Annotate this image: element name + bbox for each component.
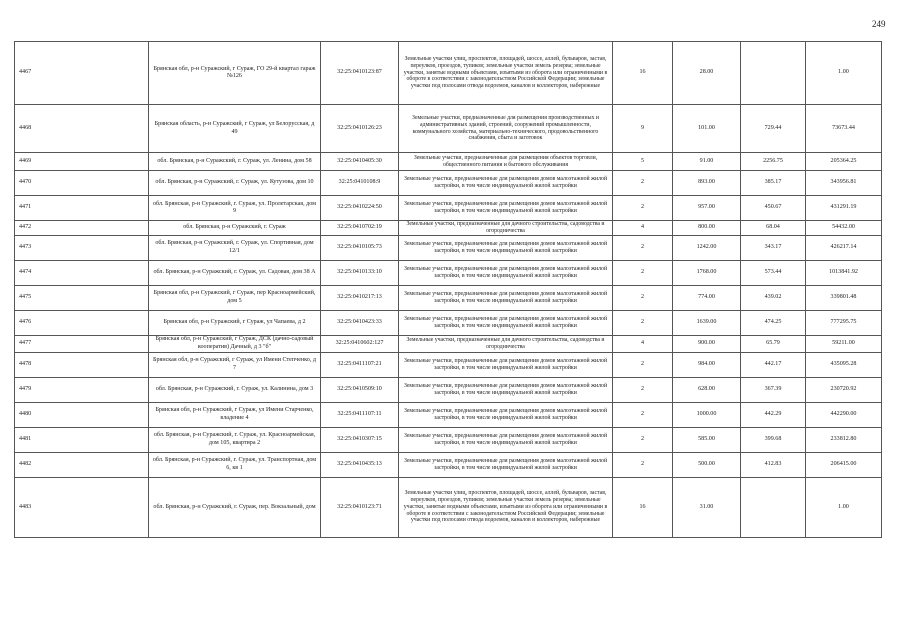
row-cadastral-value: 1.00 <box>806 477 882 537</box>
table-row <box>15 427 882 452</box>
row-address: обл. Брянская, р-н Суражский, г. Сураж, ул. Калинина, дом 3 <box>149 377 321 402</box>
row-address: Брянская обл, р-н Суражский, г Сураж, пер Красноармейский, дом 5 <box>149 285 321 310</box>
row-cadastral-value: 59211.00 <box>806 335 882 352</box>
row-address: обл. Брянская, р-н Суражский, г. Сураж, ул. Спортивная, дом 12/1 <box>149 235 321 260</box>
row-group: 2 <box>613 171 673 196</box>
row-cadastral-number: 32:25:0411107:21 <box>321 352 399 377</box>
table-row <box>15 335 882 352</box>
row-land-use: Земельные участки, предназначенные для размещения домов малоэтажной жилой застройки, в том числе индивидуальной жилой застройки <box>399 235 613 260</box>
table-row <box>15 260 882 285</box>
row-rate <box>741 477 806 537</box>
row-address: обл. Брянская, р-н Суражский, г. Сураж <box>149 221 321 236</box>
row-area: 800.00 <box>673 221 741 236</box>
row-cadastral-number: 32:25:0410307:15 <box>321 427 399 452</box>
row-group: 2 <box>613 260 673 285</box>
row-address: обл. Брянская, р-н Суражский, г. Сураж, ул. Ленина, дом 58 <box>149 153 321 171</box>
row-cadastral-number: 32:25:0410126:23 <box>321 105 399 153</box>
row-group: 2 <box>613 377 673 402</box>
row-number: 4480 <box>15 402 149 427</box>
table-row <box>15 402 882 427</box>
row-cadastral-value: 431291.19 <box>806 196 882 221</box>
row-address: обл. Брянская, р-н Суражский, г. Сураж, ул. Садовая, дом 38 А <box>149 260 321 285</box>
row-address: Брянская обл, р-н Суражский, г Сураж, ул Имени Степченко, д 7 <box>149 352 321 377</box>
row-rate: 385.17 <box>741 171 806 196</box>
row-rate: 573.44 <box>741 260 806 285</box>
row-group: 2 <box>613 402 673 427</box>
row-cadastral-number: 32:25:0410217:13 <box>321 285 399 310</box>
row-rate: 68.04 <box>741 221 806 236</box>
table-row <box>15 42 882 105</box>
row-rate: 65.79 <box>741 335 806 352</box>
row-cadastral-value: 73673.44 <box>806 105 882 153</box>
row-land-use: Земельные участки, предназначенные для размещения домов малоэтажной жилой застройки, в том числе индивидуальной жилой застройки <box>399 402 613 427</box>
table-row <box>15 452 882 477</box>
row-number: 4470 <box>15 171 149 196</box>
row-land-use: Земельные участки, предназначенные для размещения домов малоэтажной жилой застройки, в том числе индивидуальной жилой застройки <box>399 285 613 310</box>
row-address: обл. Брянская, р-н Суражский, г. Сураж, ул. Красноармейская, дом 105, квартира 2 <box>149 427 321 452</box>
row-area: 585.00 <box>673 427 741 452</box>
row-cadastral-number: 32:25:0410123:87 <box>321 42 399 105</box>
row-area: 628.00 <box>673 377 741 402</box>
row-cadastral-number: 32:25:0410108:9 <box>321 171 399 196</box>
row-cadastral-number: 32:25:0410602:127 <box>321 335 399 352</box>
row-number: 4469 <box>15 153 149 171</box>
row-number: 4475 <box>15 285 149 310</box>
row-group: 2 <box>613 427 673 452</box>
row-land-use: Земельные участки, предназначенные для размещения домов малоэтажной жилой застройки, в том числе индивидуальной жилой застройки <box>399 260 613 285</box>
row-cadastral-value: 435095.28 <box>806 352 882 377</box>
row-address: обл. Брянская, р-н Суражский, г. Сураж, ул. Пролетарская, дом 9 <box>149 196 321 221</box>
table-row <box>15 477 882 537</box>
row-area: 900.00 <box>673 335 741 352</box>
table-row <box>15 196 882 221</box>
row-cadastral-number: 32:25:0410509:10 <box>321 377 399 402</box>
row-rate <box>741 42 806 105</box>
row-area: 500.00 <box>673 452 741 477</box>
row-cadastral-value: 1.00 <box>806 42 882 105</box>
row-land-use: Земельные участки, предназначенные для размещения домов малоэтажной жилой застройки, в том числе индивидуальной жилой застройки <box>399 352 613 377</box>
row-rate: 474.25 <box>741 310 806 335</box>
row-land-use: Земельные участки улиц, проспектов, площадей, шоссе, аллей, бульваров, застав, переулков, проездов, тупиков; земельные участки земель резерва; земельные участки, занятые водными объектами, изъятыми из оборота или ограниченными в обороте в соответствии с законодательством Российской Федерации; земельные участки под полосами отвода водоемов, каналов и коллекторов, набережные <box>399 477 613 537</box>
table-row <box>15 105 882 153</box>
row-address: Брянская обл, р-н Суражский, г Сураж, ГО 29-й квартал гараж №126 <box>149 42 321 105</box>
row-number: 4467 <box>15 42 149 105</box>
row-cadastral-value: 205364.25 <box>806 153 882 171</box>
row-group: 2 <box>613 285 673 310</box>
row-area: 28.00 <box>673 42 741 105</box>
row-number: 4482 <box>15 452 149 477</box>
row-group: 16 <box>613 42 673 105</box>
row-group: 5 <box>613 153 673 171</box>
row-cadastral-value: 777295.75 <box>806 310 882 335</box>
row-number: 4479 <box>15 377 149 402</box>
cadastral-table <box>14 41 882 538</box>
row-rate: 412.83 <box>741 452 806 477</box>
row-land-use: Земельные участки, предназначенные для размещения домов малоэтажной жилой застройки, в том числе индивидуальной жилой застройки <box>399 452 613 477</box>
row-group: 2 <box>613 196 673 221</box>
row-number: 4468 <box>15 105 149 153</box>
row-cadastral-value: 206415.00 <box>806 452 882 477</box>
row-land-use: Земельные участки, предназначенные для размещения производственных и административных зданий, строений, сооружений промышленности, коммунального хозяйства, материально-технического, продовольственного снабжения, сбыта и заготовок <box>399 105 613 153</box>
row-group: 2 <box>613 352 673 377</box>
row-group: 16 <box>613 477 673 537</box>
row-cadastral-number: 32:25:0410435:13 <box>321 452 399 477</box>
row-address: Брянская область, р-н Суражский, г Сураж, ул Белорусская, д 49 <box>149 105 321 153</box>
row-cadastral-number: 32:25:0411107:11 <box>321 402 399 427</box>
row-number: 4474 <box>15 260 149 285</box>
table-body <box>15 42 882 538</box>
row-land-use: Земельные участки, предназначенные для размещения домов малоэтажной жилой застройки, в том числе индивидуальной жилой застройки <box>399 427 613 452</box>
row-cadastral-number: 32:25:0410133:10 <box>321 260 399 285</box>
row-rate: 450.67 <box>741 196 806 221</box>
row-rate: 367.39 <box>741 377 806 402</box>
row-group: 4 <box>613 335 673 352</box>
row-land-use: Земельные участки, предназначенные для дачного строительства, садоводства и огородничества <box>399 221 613 236</box>
row-cadastral-value: 343956.81 <box>806 171 882 196</box>
row-cadastral-number: 32:25:0410702:19 <box>321 221 399 236</box>
table-row <box>15 377 882 402</box>
row-address: Брянская обл, р-н Суражский, г Сураж, ДСК (дачно-садовый кооператив) Дачный, д 3 "б" <box>149 335 321 352</box>
row-cadastral-value: 442290.00 <box>806 402 882 427</box>
row-cadastral-value: 54432.00 <box>806 221 882 236</box>
row-area: 1768.00 <box>673 260 741 285</box>
row-rate: 442.29 <box>741 402 806 427</box>
row-group: 2 <box>613 310 673 335</box>
row-land-use: Земельные участки, предназначенные для размещения домов малоэтажной жилой застройки, в том числе индивидуальной жилой застройки <box>399 310 613 335</box>
row-rate: 729.44 <box>741 105 806 153</box>
row-cadastral-number: 32:25:0410423:33 <box>321 310 399 335</box>
row-cadastral-value: 230720.92 <box>806 377 882 402</box>
row-area: 957.00 <box>673 196 741 221</box>
row-rate: 2256.75 <box>741 153 806 171</box>
row-area: 31.00 <box>673 477 741 537</box>
row-land-use: Земельные участки, предназначенные для дачного строительства, садоводства и огородничества <box>399 335 613 352</box>
row-area: 1000.00 <box>673 402 741 427</box>
table-row <box>15 221 882 236</box>
row-rate: 343.17 <box>741 235 806 260</box>
row-number: 4471 <box>15 196 149 221</box>
row-land-use: Земельные участки, предназначенные для размещения домов малоэтажной жилой застройки, в том числе индивидуальной жилой застройки <box>399 171 613 196</box>
table-row <box>15 352 882 377</box>
row-number: 4476 <box>15 310 149 335</box>
row-number: 4473 <box>15 235 149 260</box>
row-area: 893.00 <box>673 171 741 196</box>
row-group: 2 <box>613 452 673 477</box>
row-cadastral-value: 426217.14 <box>806 235 882 260</box>
row-rate: 439.02 <box>741 285 806 310</box>
row-number: 4472 <box>15 221 149 236</box>
row-number: 4481 <box>15 427 149 452</box>
row-group: 9 <box>613 105 673 153</box>
row-land-use: Земельные участки, предназначенные для размещения домов малоэтажной жилой застройки, в том числе индивидуальной жилой застройки <box>399 377 613 402</box>
row-land-use: Земельные участки улиц, проспектов, площадей, шоссе, аллей, бульваров, застав, переулков, проездов, тупиков; земельные участки земель резерва; земельные участки, занятые водными объектами, изъятыми из оборота или ограниченными в обороте в соответствии с законодательством Российской Федерации; земельные участки под полосами отвода водоемов, каналов и коллекторов, набережные <box>399 42 613 105</box>
row-address: обл. Брянская, р-н Суражский, г. Сураж, ул. Транспортная, дом 6, кв 1 <box>149 452 321 477</box>
row-area: 1639.00 <box>673 310 741 335</box>
row-rate: 399.68 <box>741 427 806 452</box>
row-address: обл. Брянская, р-н Суражский, г. Сураж, пер. Вокзальный, дом <box>149 477 321 537</box>
table-row <box>15 153 882 171</box>
row-group: 2 <box>613 235 673 260</box>
row-cadastral-value: 233812.80 <box>806 427 882 452</box>
row-cadastral-number: 32:25:0410224:50 <box>321 196 399 221</box>
row-group: 4 <box>613 221 673 236</box>
table-row <box>15 171 882 196</box>
table-row <box>15 235 882 260</box>
row-land-use: Земельные участки, предназначенные для размещения объектов торговли, общественного питания и бытового обслуживания <box>399 153 613 171</box>
table-row <box>15 285 882 310</box>
row-number: 4483 <box>15 477 149 537</box>
row-address: Брянская обл, р-н Суражский, г Сураж, ул Имени Старченко, владение 4 <box>149 402 321 427</box>
row-area: 984.00 <box>673 352 741 377</box>
page-number: 249 <box>872 19 886 29</box>
row-area: 91.00 <box>673 153 741 171</box>
row-cadastral-number: 32:25:0410123:71 <box>321 477 399 537</box>
row-cadastral-number: 32:25:0410105:73 <box>321 235 399 260</box>
row-number: 4477 <box>15 335 149 352</box>
row-number: 4478 <box>15 352 149 377</box>
row-address: Брянская обл, р-н Суражский, г Сураж, ул Чапаева, д 2 <box>149 310 321 335</box>
table-row <box>15 310 882 335</box>
row-cadastral-value: 1013841.92 <box>806 260 882 285</box>
row-cadastral-value: 339801.48 <box>806 285 882 310</box>
row-area: 774.00 <box>673 285 741 310</box>
row-rate: 442.17 <box>741 352 806 377</box>
row-land-use: Земельные участки, предназначенные для размещения домов малоэтажной жилой застройки, в том числе индивидуальной жилой застройки <box>399 196 613 221</box>
row-area: 1242.00 <box>673 235 741 260</box>
row-address: обл. Брянская, р-н Суражский, г. Сураж, ул. Кутузова, дом 10 <box>149 171 321 196</box>
row-area: 101.00 <box>673 105 741 153</box>
row-cadastral-number: 32:25:0410405:30 <box>321 153 399 171</box>
